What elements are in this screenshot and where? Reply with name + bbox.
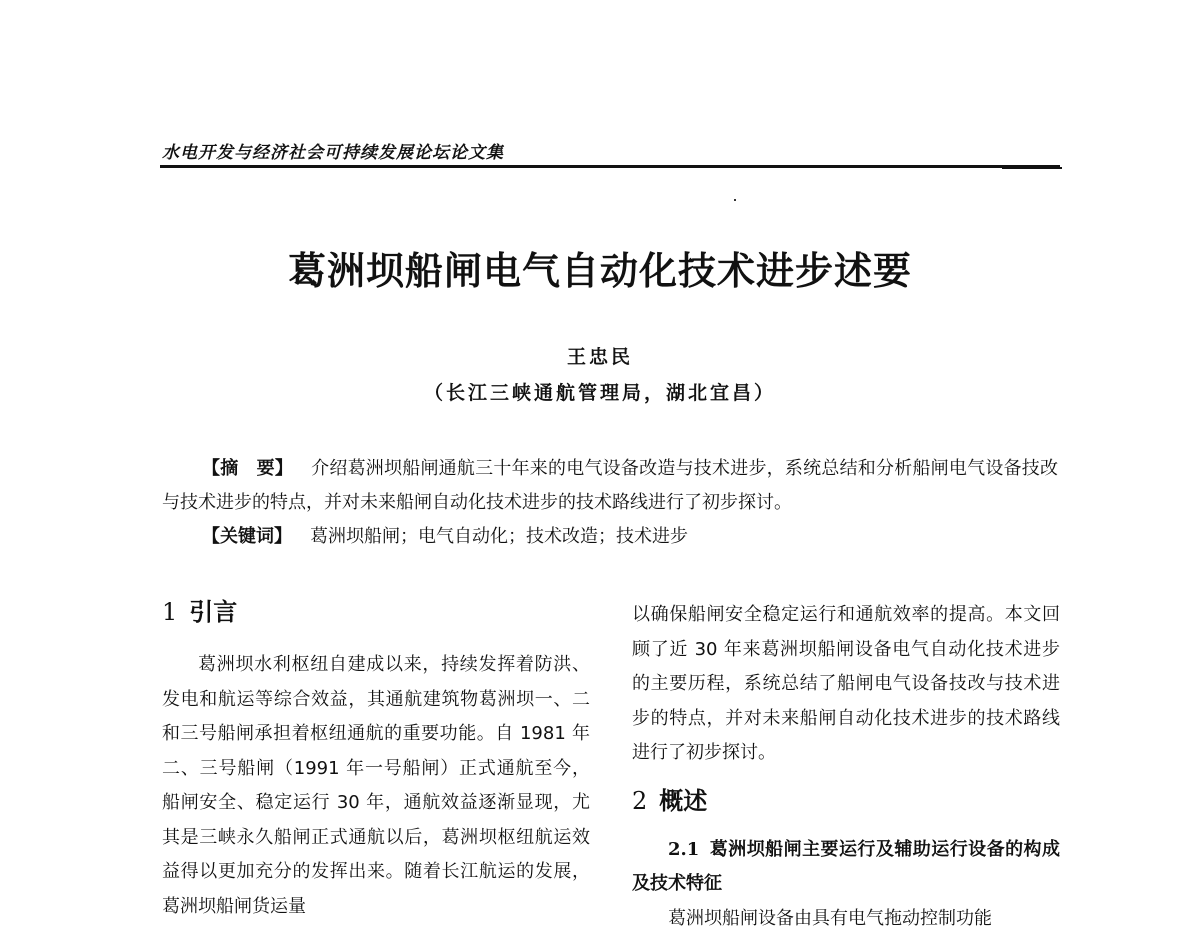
subsection-number: 2.1 bbox=[668, 838, 700, 860]
header-rule bbox=[160, 165, 1060, 168]
section-heading-2 bbox=[632, 781, 1060, 821]
intro-paragraph: 葛洲坝水利枢纽自建成以来，持续发挥着防洪、发电和航运等综合效益，其通航建筑物葛洲坝一、二和三号船闸承担着枢纽通航的重要功能。自 1981 年二、三号船闸（1991 年一号船闸）正式通航至今，船闸安全、稳定运行 30 年，通航效益逐渐显现，尤其是三峡永久船闸正式通航以后，葛洲坝枢纽航运效益得以更加充分的发挥出来。随着长江航运的发展，葛洲坝船闸货运量 bbox=[162, 654, 590, 917]
subsection-title: 葛洲坝船闸主要运行及辅助运行设备的构成及技术特征 bbox=[632, 838, 1060, 894]
subsection-heading-2-1 bbox=[632, 833, 1060, 902]
abstract-text: 介绍葛洲坝船闸通航三十年来的电气设备改造与技术进步，系统总结和分析船闸电气设备技改与技术进步的特点，并对未来船闸自动化技术进步的技术路线进行了初步探讨。 bbox=[162, 458, 1059, 513]
section-number: 2 bbox=[632, 786, 648, 815]
keywords-text: 葛洲坝船闸；电气自动化；技术改造；技术进步 bbox=[310, 526, 688, 547]
author-affiliation: （长江三峡通航管理局，湖北宜昌） bbox=[423, 382, 776, 404]
abstract bbox=[162, 452, 1058, 520]
running-header: 水电开发与经济社会可持续发展论坛论文集 bbox=[162, 143, 504, 163]
overview-paragraph: 葛洲坝船闸设备由具有电气拖动控制功能 bbox=[668, 907, 992, 929]
section-heading-1 bbox=[162, 592, 590, 632]
left-column bbox=[162, 592, 590, 924]
intro-continuation: 以确保船闸安全稳定运行和通航效率的提高。本文回顾了近 30 年来葛洲坝船闸设备电气自动化技术进步的主要历程，系统总结了船闸电气设备技改与技术进步的特点，并对未来船闸自动化技术进步的技术路线进行了初步探讨。 bbox=[632, 604, 1060, 763]
abstract-label: 【摘 要】 bbox=[202, 458, 294, 479]
paper-title: 葛洲坝船闸电气自动化技术进步述要 bbox=[287, 249, 912, 293]
keywords-label: 【关键词】 bbox=[202, 526, 292, 547]
author-name: 王忠民 bbox=[566, 346, 633, 368]
right-column bbox=[632, 598, 1060, 936]
keywords bbox=[162, 520, 1058, 554]
section-number: 1 bbox=[162, 598, 178, 626]
section-title: 概述 bbox=[659, 786, 708, 815]
scan-speck bbox=[734, 199, 736, 201]
abstract-block bbox=[162, 452, 1058, 554]
section-title: 引言 bbox=[189, 598, 238, 626]
